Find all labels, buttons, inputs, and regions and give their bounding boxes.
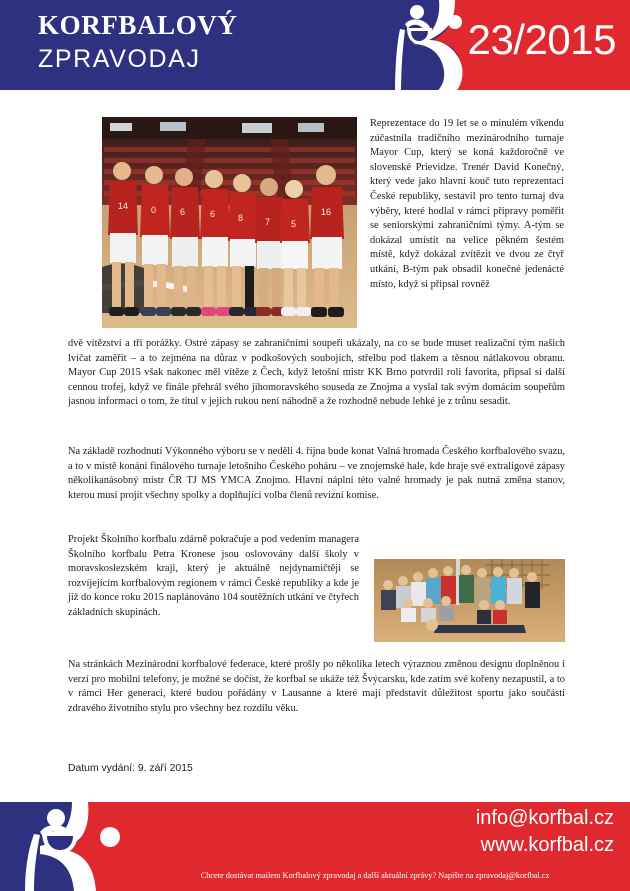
issue-number: 23/2015	[467, 16, 616, 63]
svg-text:7: 7	[265, 217, 271, 227]
svg-text:8: 8	[238, 213, 244, 223]
publication-date: Datum vydání: 9. září 2015	[68, 763, 193, 774]
svg-text:14: 14	[118, 201, 129, 211]
page-content	[0, 90, 630, 802]
paragraph-skolni-korfbal: Projekt Školního korfbalu zdárně pokračuje a pod vedením managera Školního korfbalu Petra Kronese jsou oslovovány další školy v moravskoslezském kraji, který je aktuálně nejdynamičtěji se rozvíjejícím korfbalovým regionem v rámci České republiky a kde je již do konce roku 2015 naplánováno 104 soutěžních utkání ve čtyřech základních skupinách.	[68, 534, 359, 618]
svg-text:6: 6	[210, 209, 216, 219]
masthead	[38, 9, 418, 75]
paragraph-intro: Reprezentace do 19 let se o minulém víkendu zúčastnila tradičního mezinárodního turnaje Mayor Cup, který se koná každoročně ve slovenské Prievidze. Trenér David Konečný, který vede jako hlavní kouč tuto reprezentaci České republiky, sestavil pro tento turnaj dva výběry, které hodlal v rámci přípravy poměřit se seniorskými zahraničními týmy. A-tým se dokázal umístit na velice pěkném šestém místě, když dokázal zvítězit ve dvou ze čtyř utkání, B-tým pak obsadil konečné jedenácté místo, když si připsal rovněž	[370, 118, 564, 290]
footer-subscription-note: Chcete dostávat mailem Korfbalový zpravodaj a další aktuální zprávy? Napište na zpravodaj@korfbal.cz	[200, 871, 550, 880]
svg-text:16: 16	[321, 207, 332, 217]
svg-text:0: 0	[151, 205, 157, 215]
page-header	[0, 0, 630, 90]
footer-website[interactable]: www.korfbal.cz	[480, 834, 614, 856]
masthead-title-line1: KORFBALOVÝ	[38, 10, 238, 40]
footer-email[interactable]: info@korfbal.cz	[475, 807, 614, 829]
school-korfball-group-photo	[374, 559, 565, 642]
paragraph-intro-continued: dvě vítězství a tři porážky. Ostré zápasy se zahraničními soupeři ukázaly, na co se bude muset realizační tým našich lvíčat zaměřit – a to zejména na důraz v podkošových soubojích, střelbu pod tlakem a těsnou nátlakovou obranu. Mayor Cup 2015 však nakonec měl vítěze z Čech, když letošní mistr KK Brno potvrdil roli favorita, připsal si další cennou trofej, když ve finále přehrál svého jihomoravského souseda ze Znojma a vyslal tak svým domácím soupeřům jasnou informaci o tom, že titul v jejich rukou není náhodně a že rozhodně nebude lehké je z trůnu sesadit.	[68, 338, 565, 408]
page-footer	[0, 802, 630, 891]
youth-national-team-photo	[102, 117, 357, 328]
svg-text:5: 5	[291, 219, 297, 229]
masthead-title-line2: ZPRAVODAJ	[38, 45, 201, 73]
footer-contacts	[476, 805, 614, 859]
svg-text:6: 6	[180, 207, 186, 217]
paragraph-valna-hromada: Na základě rozhodnutí Výkonného výboru se v neděli 4. října bude konat Valná hromada Českého korfbalového svazu, a to v místě konání finálového turnaje letošního Českého poháru – ve znojemské hale, kde hraje své extraligové zápasy několikanásobný mistr ČR TJ MS YMCA Znojmo. Hlavní náplní této valné hromady je pak nutná změna stanov, kterou musí projít všechny spolky a doplňující volba členů revizní komise.	[68, 446, 565, 501]
paragraph-ikf-website: Na stránkách Mezinárodní korfbalové federace, které prošly po několika letech výraznou změnou designu doplněnou i verzí pro mobilní telefony, je možné se dočíst, že korfbal se ukáže též Švýcarsku, kde zatím své kořeny nezapustil, a to v rámci Her generací, které budou pořádány v Lausanne a které mají představit důležitost sportu jako součásti zdravého životního stylu pro všechny bez rozdílu věku.	[68, 659, 565, 714]
